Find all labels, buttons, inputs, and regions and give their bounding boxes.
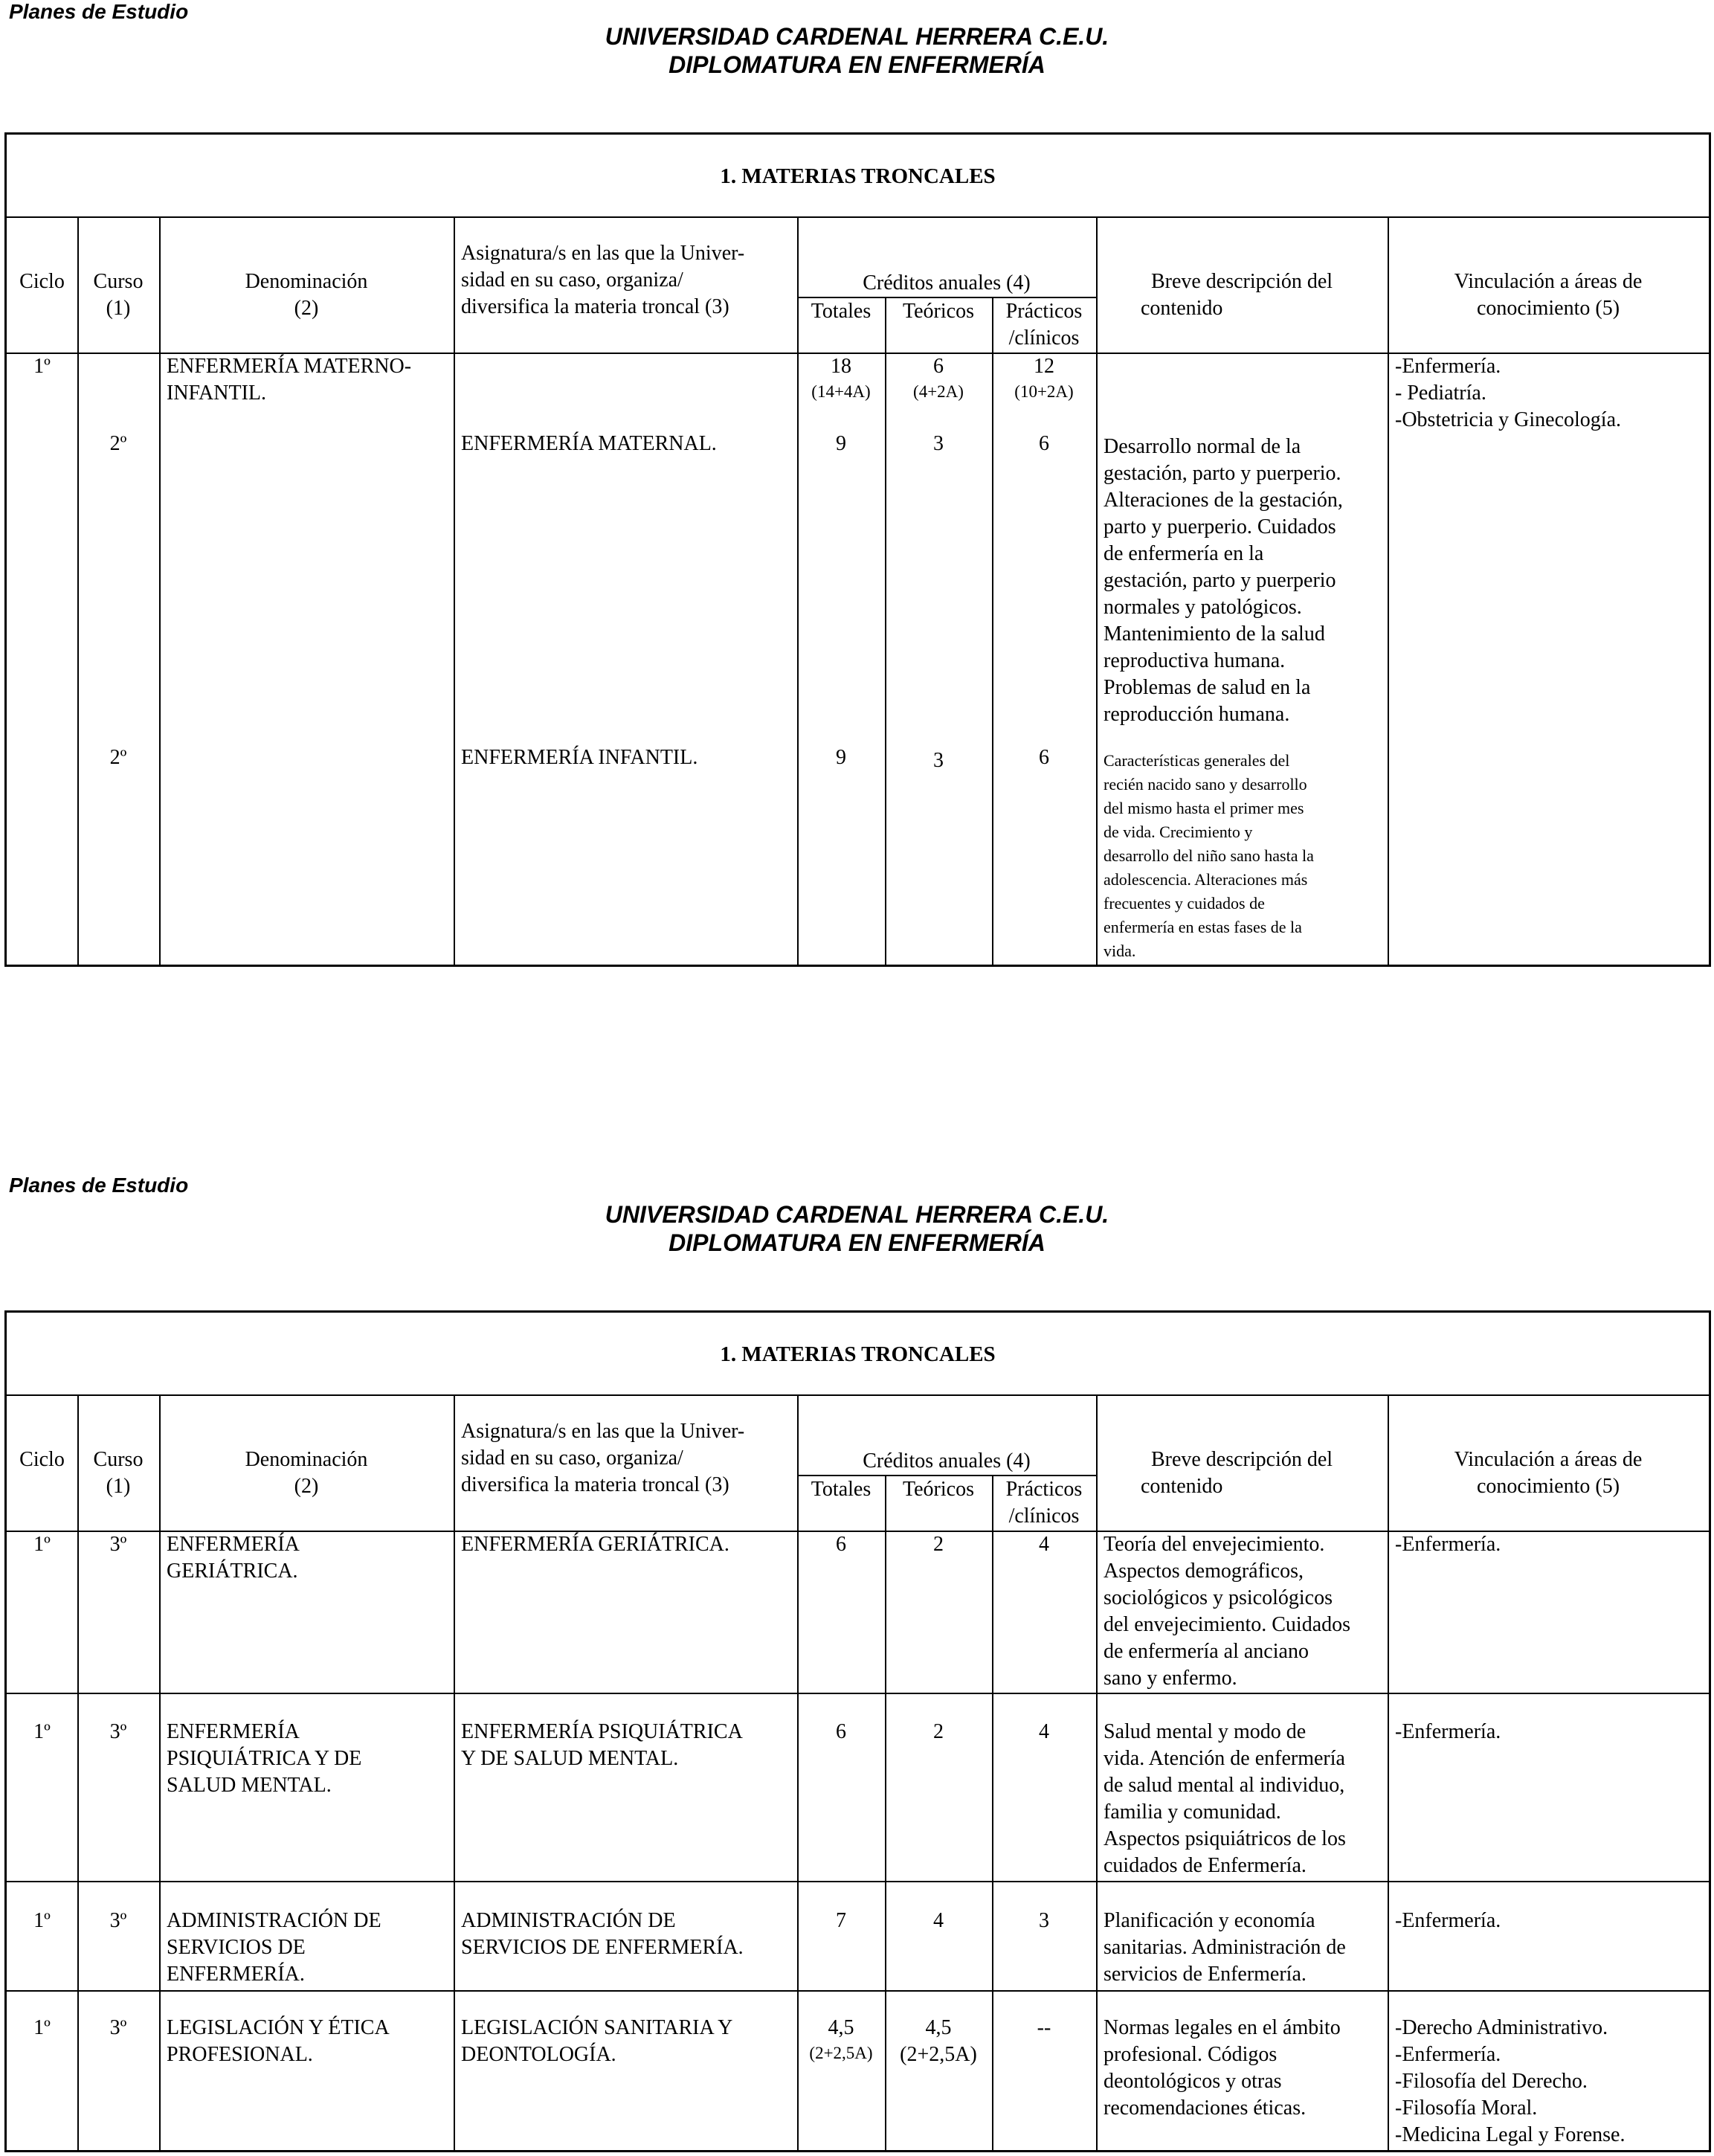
table-row-practicos: 6 (1039, 432, 1049, 455)
row-rule (7, 1990, 1709, 1992)
col-rule (1096, 1394, 1098, 2150)
table-row-ciclo: 1º (33, 1909, 51, 1932)
table-row-curso: 3º (109, 1533, 127, 1556)
table-row-ciclo: 1º (33, 2016, 51, 2039)
col-header-creditos: Créditos anuales (4) (863, 271, 1031, 295)
table-row-descripcion: Teoría del envejecimiento. Aspectos demográficos, sociológicos y psicológicos del envejecimiento. Cuidados de enfermería al anciano sano y enfermo. (1104, 1533, 1351, 1690)
col-rule (454, 216, 455, 965)
table-row-asignatura: LEGISLACIÓN SANITARIA Y DEONTOLOGÍA. (461, 2016, 733, 2066)
page-title-degree: DIPLOMATURA EN ENFERMERÍA (668, 1229, 1046, 1256)
table-row-practicos: 6 (1039, 746, 1049, 769)
table-row-teoricos: 6 (4+2A) (913, 355, 964, 401)
table-row-practicos: 3 (1039, 1909, 1049, 1932)
table-row-descripcion: Características generales del recién nacido sano y desarrollo del mismo hasta el primer mes de vida. Crecimiento y desarrollo del niño sano hasta la adolescencia. Alteraciones más frecuentes y cuidados de enfermería en estas fases de la vida. (1104, 751, 1314, 960)
table-row-asignatura: ENFERMERÍA GERIÁTRICA. (461, 1533, 729, 1556)
col-rule (797, 216, 799, 965)
table-row-curso: 3º (109, 1720, 127, 1743)
table-row-denominacion: ADMINISTRACIÓN DE SERVICIOS DE ENFERMERÍA. (167, 1909, 381, 1986)
col-header-totales: Totales (811, 1478, 872, 1501)
table-title: 1. MATERIAS TRONCALES (7, 1313, 1709, 1396)
table-row-curso: 2º (109, 746, 127, 769)
table-row-descripcion: Planificación y economía sanitarias. Administración de servicios de Enfermería. (1104, 1909, 1346, 1986)
table-row-totales: 6 (836, 1533, 846, 1556)
table-row-vinculacion: -Enfermería. (1395, 1533, 1501, 1556)
col-rule (1388, 1394, 1389, 2150)
table-row-vinculacion: -Enfermería. (1395, 1909, 1501, 1932)
table-row-descripcion: Salud mental y modo de vida. Atención de enfermería de salud mental al individuo, familia y comunidad. Aspectos psiquiátricos de los cuidados de Enfermería. (1104, 1720, 1346, 1877)
col-header-denominacion: Denominación (2) (245, 1448, 368, 1498)
col-header-creditos: Créditos anuales (4) (863, 1449, 1031, 1473)
table-row-teoricos: 3 (933, 749, 944, 772)
table-row-totales: 4,5 (2+2,5A) (809, 2016, 873, 2062)
col-header-asignatura: Asignatura/s en las que la Univer- sidad en su caso, organiza/ diversifica la materia troncal (3) (461, 1420, 745, 1496)
table-row-totales: 7 (836, 1909, 846, 1932)
table-row-curso: 3º (109, 2016, 127, 2039)
col-rule (992, 1475, 993, 2150)
col-header-curso: Curso (1) (93, 1448, 144, 1498)
table-row-teoricos: 2 (933, 1720, 944, 1743)
col-header-teoricos: Teóricos (902, 300, 974, 323)
col-header-vinculacion: Vinculación a áreas de conocimiento (5) (1454, 1448, 1643, 1498)
table-row-teoricos: 2 (933, 1533, 944, 1556)
table-row-asignatura: ENFERMERÍA INFANTIL. (461, 746, 698, 769)
table-row-asignatura: ENFERMERÍA PSIQUIÁTRICA Y DE SALUD MENTAL. (461, 1720, 743, 1770)
col-rule (1096, 216, 1098, 965)
col-header-denominacion: Denominación (2) (245, 270, 368, 320)
col-header-descripcion: Breve descripción del contenido (1141, 270, 1333, 320)
col-header-ciclo: Ciclo (19, 270, 65, 293)
table-row-practicos: 4 (1039, 1720, 1049, 1743)
table-row-totales: 9 (836, 432, 846, 455)
col-rule (1388, 216, 1389, 965)
troncales-table-2 (4, 1310, 1711, 2152)
table-row-totales: 18 (14+4A) (811, 355, 871, 401)
table-title: 1. MATERIAS TRONCALES (7, 135, 1709, 218)
page-title-university: UNIVERSIDAD CARDENAL HERRERA C.E.U. (605, 1201, 1109, 1228)
col-header-curso: Curso (1) (93, 270, 144, 320)
table-row-practicos: -- (1037, 2016, 1051, 2039)
col-header-practicos: Prácticos /clínicos (1005, 1478, 1083, 1528)
page-title-degree: DIPLOMATURA EN ENFERMERÍA (668, 51, 1046, 78)
table-row-denominacion: LEGISLACIÓN Y ÉTICA PROFESIONAL. (167, 2016, 390, 2066)
col-rule (159, 216, 161, 965)
table-row-denominacion: ENFERMERÍA PSIQUIÁTRICA Y DE SALUD MENTAL. (167, 1720, 362, 1797)
col-header-asignatura: Asignatura/s en las que la Univer- sidad en su caso, organiza/ diversifica la materia troncal (3) (461, 242, 745, 318)
table-row-practicos: 4 (1039, 1533, 1049, 1556)
table-row-vinculacion: -Enfermería. (1395, 1720, 1501, 1743)
table-row-asignatura: ENFERMERÍA MATERNAL. (461, 432, 717, 455)
table-row-totales: 9 (836, 746, 846, 769)
table-row-denominacion: ENFERMERÍA GERIÁTRICA. (167, 1533, 300, 1583)
col-rule (454, 1394, 455, 2150)
table-row-denominacion: ENFERMERÍA MATERNO- INFANTIL. (167, 355, 412, 405)
table-row-ciclo: 1º (33, 1720, 51, 1743)
table-row-curso: 3º (109, 1909, 127, 1932)
row-rule (7, 1693, 1709, 1694)
page-header-left: Planes de Estudio (9, 0, 189, 23)
table-row-descripcion: Desarrollo normal de la gestación, parto y puerperio. Alteraciones de la gestación, parto y puerperio. Cuidados de enfermería en la gestación, parto y puerperio normales y patológicos. Mantenimiento de la salud reproductiva humana. Problemas de salud en la reproducción humana. (1104, 435, 1343, 726)
table-row-ciclo: 1º (33, 1533, 51, 1556)
table-row-ciclo: 1º (33, 355, 51, 378)
col-header-teoricos: Teóricos (902, 1478, 974, 1501)
col-header-descripcion: Breve descripción del contenido (1141, 1448, 1333, 1498)
col-header-totales: Totales (811, 300, 872, 323)
table-row-vinculacion: -Derecho Administrativo. -Enfermería. -Filosofía del Derecho. -Filosofía Moral. -Medicina Legal y Forense. (1395, 2016, 1626, 2146)
table-row-totales: 6 (836, 1720, 846, 1743)
row-rule (7, 1881, 1709, 1882)
table-row-vinculacion: -Enfermería. - Pediatría. -Obstetricia y Ginecología. (1395, 355, 1622, 431)
col-header-vinculacion: Vinculación a áreas de conocimiento (5) (1454, 270, 1643, 320)
page-header-left: Planes de Estudio (9, 1174, 189, 1197)
col-rule (77, 216, 79, 965)
col-rule (159, 1394, 161, 2150)
col-header-ciclo: Ciclo (19, 1448, 65, 1471)
table-row-practicos: 12 (10+2A) (1014, 355, 1074, 401)
table-row-curso: 2º (109, 432, 127, 455)
table-row-descripcion: Normas legales en el ámbito profesional. Códigos deontológicos y otras recomendaciones éticas. (1104, 2016, 1341, 2120)
col-header-practicos: Prácticos /clínicos (1005, 300, 1083, 350)
troncales-table-1 (4, 132, 1711, 967)
page-title-university: UNIVERSIDAD CARDENAL HERRERA C.E.U. (605, 23, 1109, 50)
table-row-teoricos: 4 (933, 1909, 944, 1932)
table-row-teoricos: 3 (933, 432, 944, 455)
table-row-asignatura: ADMINISTRACIÓN DE SERVICIOS DE ENFERMERÍA. (461, 1909, 744, 1959)
table-row-teoricos: 4,5 (2+2,5A) (900, 2016, 977, 2066)
